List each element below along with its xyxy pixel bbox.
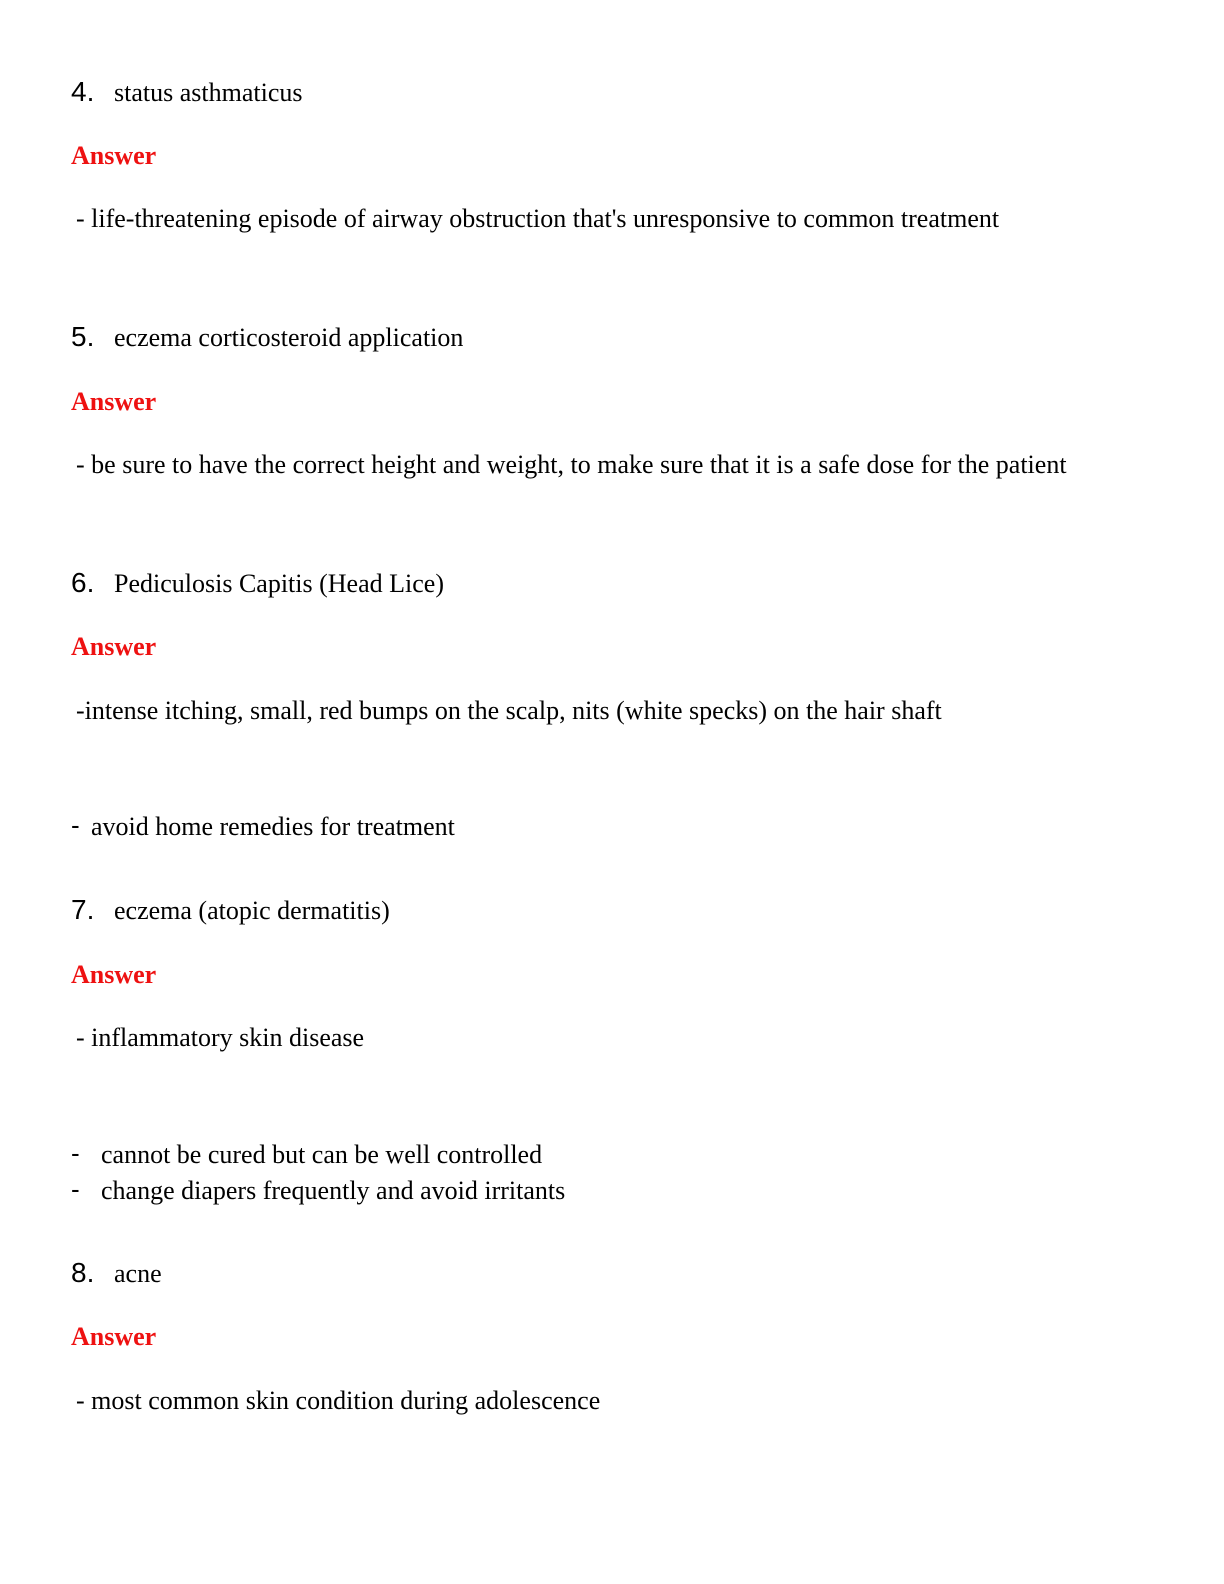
- question-title: status asthmaticus: [114, 78, 303, 107]
- note-text: change diapers frequently and avoid irritants: [101, 1176, 566, 1205]
- question-title: eczema (atopic dermatitis): [114, 896, 390, 925]
- answer-text: - inflammatory skin disease: [76, 1023, 365, 1052]
- note-text: cannot be cured but can be well controlled: [101, 1140, 543, 1169]
- answer-label: Answer: [71, 387, 157, 416]
- answer-text: -intense itching, small, red bumps on the scalp, nits (white specks) on the hair shaft: [76, 696, 942, 725]
- question-title: eczema corticosteroid application: [114, 323, 464, 352]
- answer-label: Answer: [71, 141, 157, 170]
- question-number: 4.: [71, 76, 95, 107]
- note-dash: -: [71, 1138, 80, 1168]
- answer-text: - most common skin condition during adolescence: [76, 1386, 601, 1415]
- note-text: avoid home remedies for treatment: [91, 812, 455, 841]
- question-number: 8.: [71, 1257, 95, 1288]
- answer-label: Answer: [71, 1322, 157, 1351]
- note-dash: -: [71, 1174, 80, 1204]
- answer-label: Answer: [71, 632, 157, 661]
- answer-label: Answer: [71, 960, 157, 989]
- answer-text: - be sure to have the correct height and weight, to make sure that it is a safe dose for the patient: [76, 450, 1067, 479]
- question-number: 6.: [71, 567, 95, 598]
- question-number: 5.: [71, 321, 95, 352]
- question-title: Pediculosis Capitis (Head Lice): [114, 569, 444, 598]
- note-dash: -: [71, 810, 80, 840]
- question-number: 7.: [71, 894, 95, 925]
- answer-text: - life-threatening episode of airway obstruction that's unresponsive to common treatment: [76, 204, 1000, 233]
- question-title: acne: [114, 1259, 162, 1288]
